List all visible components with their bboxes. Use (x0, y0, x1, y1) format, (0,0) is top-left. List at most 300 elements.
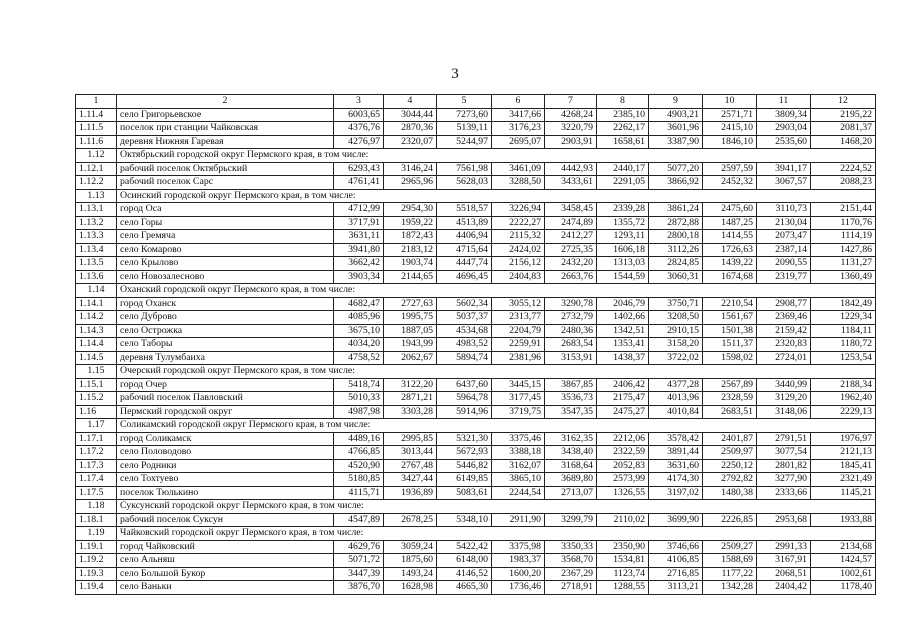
value-cell-col-10: 1726,63 (703, 243, 757, 257)
value-cell-col-11: 2387,14 (757, 243, 811, 257)
value-cell-col-11: 2068,51 (757, 567, 811, 581)
value-cell-col-12: 1360,49 (811, 270, 876, 284)
table-row (76, 567, 876, 581)
value-cell-col-9: 3861,24 (649, 203, 703, 217)
value-cell-col-5: 5083,61 (437, 486, 492, 500)
value-cell-col-9: 3113,21 (649, 581, 703, 595)
value-cell-col-5: 6437,60 (437, 378, 492, 392)
value-cell-col-12: 1145,21 (811, 486, 876, 500)
value-cell-col-9: 4377,28 (649, 378, 703, 392)
page-number: 3 (451, 66, 459, 82)
value-cell-col-9: 3387,90 (649, 135, 703, 149)
row-code: 1.14.3 (76, 324, 117, 338)
settlement-name: село Григорьевское (117, 108, 334, 122)
row-code: 1.19.3 (76, 567, 117, 581)
value-cell-col-3: 5071,72 (334, 554, 384, 568)
value-cell-col-7: 3153,91 (545, 351, 597, 365)
row-code: 1.17.1 (76, 432, 117, 446)
row-code: 1.13.3 (76, 230, 117, 244)
section-row (76, 149, 876, 163)
value-cell-col-7: 2713,07 (545, 486, 597, 500)
value-cell-col-7: 3290,78 (545, 297, 597, 311)
value-cell-col-10: 2415,10 (703, 122, 757, 136)
value-cell-col-4: 1936,89 (384, 486, 437, 500)
row-code: 1.19 (76, 527, 117, 541)
row-code: 1.13.4 (76, 243, 117, 257)
value-cell-col-4: 2320,07 (384, 135, 437, 149)
value-cell-col-11: 3110,73 (757, 203, 811, 217)
table-row (76, 473, 876, 487)
value-cell-col-3: 3662,42 (334, 257, 384, 271)
settlement-name: село Таборы (117, 338, 334, 352)
value-cell-col-12: 1933,88 (811, 513, 876, 527)
value-cell-col-9: 4013,96 (649, 392, 703, 406)
value-cell-col-7: 3168,64 (545, 459, 597, 473)
value-cell-col-5: 5321,30 (437, 432, 492, 446)
value-cell-col-12: 1427,86 (811, 243, 876, 257)
value-cell-col-6: 3375,98 (492, 540, 545, 554)
table-row (76, 203, 876, 217)
value-cell-col-5: 5602,34 (437, 297, 492, 311)
value-cell-col-9: 3060,31 (649, 270, 703, 284)
value-cell-col-11: 3129,20 (757, 392, 811, 406)
value-cell-col-11: 3167,91 (757, 554, 811, 568)
value-cell-col-4: 2727,63 (384, 297, 437, 311)
value-cell-col-3: 3717,91 (334, 216, 384, 230)
value-cell-col-3: 4682,47 (334, 297, 384, 311)
value-cell-col-5: 4406,94 (437, 230, 492, 244)
value-cell-col-11: 3809,34 (757, 108, 811, 122)
value-cell-col-10: 1501,38 (703, 324, 757, 338)
value-cell-col-10: 1846,10 (703, 135, 757, 149)
row-code: 1.17.5 (76, 486, 117, 500)
value-cell-col-8: 1288,55 (597, 581, 649, 595)
value-cell-col-3: 3675,10 (334, 324, 384, 338)
value-cell-col-6: 2259,91 (492, 338, 545, 352)
value-cell-col-7: 3536,73 (545, 392, 597, 406)
table-row (76, 351, 876, 365)
value-cell-col-4: 1628,98 (384, 581, 437, 595)
value-cell-col-11: 3077,54 (757, 446, 811, 460)
value-cell-col-3: 3447,39 (334, 567, 384, 581)
settlement-name: поселок при станции Чайковская (117, 122, 334, 136)
value-cell-col-5: 4983,52 (437, 338, 492, 352)
column-number-12: 12 (811, 95, 876, 109)
value-cell-col-3: 4629,76 (334, 540, 384, 554)
value-cell-col-7: 3458,45 (545, 203, 597, 217)
value-cell-col-9: 2716,85 (649, 567, 703, 581)
value-cell-col-10: 2597,59 (703, 162, 757, 176)
value-cell-col-4: 1903,74 (384, 257, 437, 271)
value-cell-col-10: 2210,54 (703, 297, 757, 311)
value-cell-col-6: 2424,02 (492, 243, 545, 257)
value-cell-col-4: 2965,96 (384, 176, 437, 190)
value-cell-col-5: 5894,74 (437, 351, 492, 365)
value-cell-col-6: 3388,18 (492, 446, 545, 460)
value-cell-col-5: 5244,97 (437, 135, 492, 149)
table-row (76, 270, 876, 284)
value-cell-col-7: 3438,40 (545, 446, 597, 460)
value-cell-col-12: 2121,13 (811, 446, 876, 460)
value-cell-col-9: 3197,02 (649, 486, 703, 500)
table-row (76, 540, 876, 554)
value-cell-col-6: 1983,37 (492, 554, 545, 568)
value-cell-col-5: 4146,52 (437, 567, 492, 581)
value-cell-col-8: 1353,41 (597, 338, 649, 352)
value-cell-col-8: 1123,74 (597, 567, 649, 581)
settlement-name: деревня Нижняя Гаревая (117, 135, 334, 149)
value-cell-col-5: 5139,11 (437, 122, 492, 136)
value-cell-col-5: 7561,98 (437, 162, 492, 176)
value-cell-col-10: 2509,97 (703, 446, 757, 460)
value-cell-col-8: 2110,02 (597, 513, 649, 527)
value-cell-col-10: 1342,28 (703, 581, 757, 595)
value-cell-col-11: 2333,66 (757, 486, 811, 500)
value-cell-col-6: 2695,07 (492, 135, 545, 149)
value-cell-col-7: 2474,89 (545, 216, 597, 230)
row-code: 1.13.1 (76, 203, 117, 217)
value-cell-col-6: 3055,12 (492, 297, 545, 311)
value-cell-col-10: 2328,59 (703, 392, 757, 406)
value-cell-col-7: 2412,27 (545, 230, 597, 244)
table-row (76, 432, 876, 446)
value-cell-col-7: 2480,36 (545, 324, 597, 338)
value-cell-col-9: 2872,88 (649, 216, 703, 230)
value-cell-col-12: 1962,40 (811, 392, 876, 406)
value-cell-col-12: 1002,61 (811, 567, 876, 581)
settlement-name: город Очер (117, 378, 334, 392)
value-cell-col-6: 2244,54 (492, 486, 545, 500)
value-cell-col-4: 3013,44 (384, 446, 437, 460)
value-cell-col-8: 1606,18 (597, 243, 649, 257)
settlement-name: поселок Тюлькино (117, 486, 334, 500)
value-cell-col-11: 2320,83 (757, 338, 811, 352)
value-cell-col-7: 2683,54 (545, 338, 597, 352)
value-cell-col-6: 2313,77 (492, 311, 545, 325)
value-cell-col-8: 1313,03 (597, 257, 649, 271)
value-cell-col-10: 1414,55 (703, 230, 757, 244)
value-cell-col-3: 4489,16 (334, 432, 384, 446)
value-cell-col-3: 4987,98 (334, 405, 384, 419)
value-cell-col-11: 2090,55 (757, 257, 811, 271)
value-cell-col-8: 1544,59 (597, 270, 649, 284)
value-cell-col-7: 3867,85 (545, 378, 597, 392)
settlement-name: село Тохтуево (117, 473, 334, 487)
value-cell-col-12: 2188,34 (811, 378, 876, 392)
value-cell-col-10: 2683,51 (703, 405, 757, 419)
row-code: 1.12 (76, 149, 117, 163)
section-title: Соликамский городской округ Пермского края, в том числе: (117, 419, 876, 433)
value-cell-col-7: 2718,91 (545, 581, 597, 595)
value-cell-col-11: 2791,51 (757, 432, 811, 446)
value-cell-col-6: 2222,27 (492, 216, 545, 230)
value-cell-col-12: 1170,76 (811, 216, 876, 230)
value-cell-col-8: 1355,72 (597, 216, 649, 230)
value-cell-col-11: 2073,47 (757, 230, 811, 244)
value-cell-col-3: 4034,20 (334, 338, 384, 352)
value-cell-col-8: 2212,06 (597, 432, 649, 446)
value-cell-col-6: 2156,12 (492, 257, 545, 271)
value-cell-col-10: 2452,32 (703, 176, 757, 190)
value-cell-col-9: 2910,15 (649, 324, 703, 338)
section-title: Суксунский городской округ Пермского края, в том числе: (117, 500, 876, 514)
value-cell-col-8: 2475,27 (597, 405, 649, 419)
table-row (76, 176, 876, 190)
table-row (76, 122, 876, 136)
value-cell-col-10: 2509,27 (703, 540, 757, 554)
value-cell-col-6: 3417,66 (492, 108, 545, 122)
value-cell-col-5: 4513,89 (437, 216, 492, 230)
value-cell-col-12: 2321,49 (811, 473, 876, 487)
table-row (76, 216, 876, 230)
value-cell-col-11: 2159,42 (757, 324, 811, 338)
value-cell-col-8: 2175,47 (597, 392, 649, 406)
value-cell-col-3: 4547,89 (334, 513, 384, 527)
table-row (76, 230, 876, 244)
settlement-name: село Острожка (117, 324, 334, 338)
value-cell-col-6: 3375,46 (492, 432, 545, 446)
settlement-name: село Ваньки (117, 581, 334, 595)
section-row (76, 284, 876, 298)
value-cell-col-5: 5628,03 (437, 176, 492, 190)
settlement-name: деревня Тулумбаиха (117, 351, 334, 365)
section-title: Осинский городской округ Пермского края, в том числе: (117, 189, 876, 203)
value-cell-col-9: 2824,85 (649, 257, 703, 271)
row-code: 1.14 (76, 284, 117, 298)
value-cell-col-5: 6148,00 (437, 554, 492, 568)
value-cell-col-12: 2195,22 (811, 108, 876, 122)
table-row (76, 243, 876, 257)
value-cell-col-7: 3547,35 (545, 405, 597, 419)
value-cell-col-5: 5037,37 (437, 311, 492, 325)
value-cell-col-3: 3903,34 (334, 270, 384, 284)
row-code: 1.13.2 (76, 216, 117, 230)
value-cell-col-12: 2088,23 (811, 176, 876, 190)
value-cell-col-5: 5518,57 (437, 203, 492, 217)
value-cell-col-11: 2991,33 (757, 540, 811, 554)
value-cell-col-6: 2911,90 (492, 513, 545, 527)
value-cell-col-4: 2767,48 (384, 459, 437, 473)
value-cell-col-6: 2404,83 (492, 270, 545, 284)
settlement-name: Пермский городской округ (117, 405, 334, 419)
value-cell-col-8: 1326,55 (597, 486, 649, 500)
column-number-10: 10 (703, 95, 757, 109)
value-cell-col-11: 3941,17 (757, 162, 811, 176)
table-row (76, 446, 876, 460)
table-row (76, 324, 876, 338)
value-cell-col-10: 2401,87 (703, 432, 757, 446)
value-cell-col-10: 2250,12 (703, 459, 757, 473)
value-cell-col-4: 2183,12 (384, 243, 437, 257)
value-cell-col-9: 2800,18 (649, 230, 703, 244)
value-cell-col-7: 4442,93 (545, 162, 597, 176)
settlement-name: рабочий поселок Октябрьский (117, 162, 334, 176)
value-cell-col-5: 5422,42 (437, 540, 492, 554)
section-row (76, 527, 876, 541)
value-cell-col-7: 3689,80 (545, 473, 597, 487)
table-row (76, 392, 876, 406)
column-number-6: 6 (492, 95, 545, 109)
value-cell-col-5: 6149,85 (437, 473, 492, 487)
value-cell-col-8: 2350,90 (597, 540, 649, 554)
value-cell-col-3: 4712,99 (334, 203, 384, 217)
table-row (76, 486, 876, 500)
settlement-name: город Чайковский (117, 540, 334, 554)
value-cell-col-11: 2801,82 (757, 459, 811, 473)
value-cell-col-11: 2903,04 (757, 122, 811, 136)
column-number-9: 9 (649, 95, 703, 109)
value-cell-col-6: 2381,96 (492, 351, 545, 365)
value-cell-col-3: 3876,70 (334, 581, 384, 595)
value-cell-col-12: 1842,49 (811, 297, 876, 311)
table-row (76, 311, 876, 325)
value-cell-col-11: 2953,68 (757, 513, 811, 527)
value-cell-col-10: 2571,71 (703, 108, 757, 122)
row-code: 1.19.4 (76, 581, 117, 595)
value-cell-col-3: 5180,85 (334, 473, 384, 487)
value-cell-col-5: 7273,60 (437, 108, 492, 122)
value-cell-col-4: 3427,44 (384, 473, 437, 487)
value-cell-col-4: 3146,24 (384, 162, 437, 176)
value-cell-col-12: 2224,52 (811, 162, 876, 176)
value-cell-col-4: 1493,24 (384, 567, 437, 581)
settlement-name: село Крылово (117, 257, 334, 271)
value-cell-col-9: 3699,90 (649, 513, 703, 527)
value-cell-col-5: 4696,45 (437, 270, 492, 284)
table-row (76, 554, 876, 568)
value-cell-col-3: 4085,96 (334, 311, 384, 325)
value-cell-col-6: 3176,23 (492, 122, 545, 136)
settlement-name: село Гремяча (117, 230, 334, 244)
value-cell-col-3: 4761,41 (334, 176, 384, 190)
section-row (76, 500, 876, 514)
value-cell-col-10: 1561,67 (703, 311, 757, 325)
value-cell-col-3: 3941,80 (334, 243, 384, 257)
column-number-11: 11 (757, 95, 811, 109)
value-cell-col-9: 4010,84 (649, 405, 703, 419)
value-cell-col-9: 3891,44 (649, 446, 703, 460)
value-cell-col-4: 3044,44 (384, 108, 437, 122)
value-cell-col-6: 1600,20 (492, 567, 545, 581)
value-cell-col-8: 1438,37 (597, 351, 649, 365)
column-number-4: 4 (384, 95, 437, 109)
section-row (76, 419, 876, 433)
value-cell-col-6: 3288,50 (492, 176, 545, 190)
row-code: 1.15 (76, 365, 117, 379)
tariff-table (75, 94, 876, 595)
value-cell-col-3: 3631,11 (334, 230, 384, 244)
value-cell-col-12: 1845,41 (811, 459, 876, 473)
value-cell-col-3: 4766,85 (334, 446, 384, 460)
column-number-header-row (76, 95, 876, 109)
table-row (76, 459, 876, 473)
value-cell-col-4: 2954,30 (384, 203, 437, 217)
value-cell-col-3: 4115,71 (334, 486, 384, 500)
value-cell-col-7: 2663,76 (545, 270, 597, 284)
value-cell-col-3: 4376,76 (334, 122, 384, 136)
value-cell-col-4: 1943,99 (384, 338, 437, 352)
value-cell-col-11: 2908,77 (757, 297, 811, 311)
row-code: 1.14.5 (76, 351, 117, 365)
settlement-name: село Альняш (117, 554, 334, 568)
settlement-name: рабочий поселок Суксун (117, 513, 334, 527)
section-row (76, 365, 876, 379)
value-cell-col-8: 1293,11 (597, 230, 649, 244)
value-cell-col-4: 2144,65 (384, 270, 437, 284)
value-cell-col-3: 6003,65 (334, 108, 384, 122)
table-row (76, 257, 876, 271)
value-cell-col-5: 4715,64 (437, 243, 492, 257)
table-row (76, 108, 876, 122)
value-cell-col-5: 5672,93 (437, 446, 492, 460)
table-row (76, 513, 876, 527)
column-number-5: 5 (437, 95, 492, 109)
value-cell-col-4: 1887,05 (384, 324, 437, 338)
row-code: 1.14.2 (76, 311, 117, 325)
value-cell-col-8: 2046,79 (597, 297, 649, 311)
value-cell-col-11: 2535,60 (757, 135, 811, 149)
value-cell-col-9: 3578,42 (649, 432, 703, 446)
value-cell-col-12: 1184,11 (811, 324, 876, 338)
row-code: 1.15.1 (76, 378, 117, 392)
value-cell-col-7: 3350,33 (545, 540, 597, 554)
value-cell-col-8: 2052,83 (597, 459, 649, 473)
value-cell-col-6: 3865,10 (492, 473, 545, 487)
value-cell-col-7: 2903,91 (545, 135, 597, 149)
value-cell-col-11: 3277,90 (757, 473, 811, 487)
section-title: Октябрьский городской округ Пермского края, в том числе: (117, 149, 876, 163)
value-cell-col-7: 2732,79 (545, 311, 597, 325)
value-cell-col-7: 2725,35 (545, 243, 597, 257)
value-cell-col-6: 2204,79 (492, 324, 545, 338)
table-row (76, 405, 876, 419)
value-cell-col-9: 3601,96 (649, 122, 703, 136)
column-number-3: 3 (334, 95, 384, 109)
row-code: 1.15.2 (76, 392, 117, 406)
settlement-name: город Оханск (117, 297, 334, 311)
value-cell-col-4: 1959,22 (384, 216, 437, 230)
row-code: 1.18 (76, 500, 117, 514)
row-code: 1.16 (76, 405, 117, 419)
value-cell-col-11: 2319,77 (757, 270, 811, 284)
row-code: 1.19.2 (76, 554, 117, 568)
value-cell-col-10: 2226,85 (703, 513, 757, 527)
settlement-name: село Новозалесново (117, 270, 334, 284)
value-cell-col-12: 1114,19 (811, 230, 876, 244)
value-cell-col-5: 4447,74 (437, 257, 492, 271)
value-cell-col-11: 3148,06 (757, 405, 811, 419)
value-cell-col-3: 4758,52 (334, 351, 384, 365)
settlement-name: село Большой Букор (117, 567, 334, 581)
value-cell-col-11: 3440,99 (757, 378, 811, 392)
value-cell-col-12: 2229,13 (811, 405, 876, 419)
value-cell-col-4: 1872,43 (384, 230, 437, 244)
value-cell-col-6: 3162,07 (492, 459, 545, 473)
value-cell-col-9: 3866,92 (649, 176, 703, 190)
value-cell-col-8: 1658,61 (597, 135, 649, 149)
table-row (76, 581, 876, 595)
value-cell-col-4: 2870,36 (384, 122, 437, 136)
row-code: 1.12.1 (76, 162, 117, 176)
value-cell-col-12: 1131,27 (811, 257, 876, 271)
row-code: 1.12.2 (76, 176, 117, 190)
settlement-name: село Родники (117, 459, 334, 473)
value-cell-col-4: 1875,60 (384, 554, 437, 568)
row-code: 1.17.3 (76, 459, 117, 473)
value-cell-col-9: 3750,71 (649, 297, 703, 311)
column-number-8: 8 (597, 95, 649, 109)
value-cell-col-6: 3445,15 (492, 378, 545, 392)
